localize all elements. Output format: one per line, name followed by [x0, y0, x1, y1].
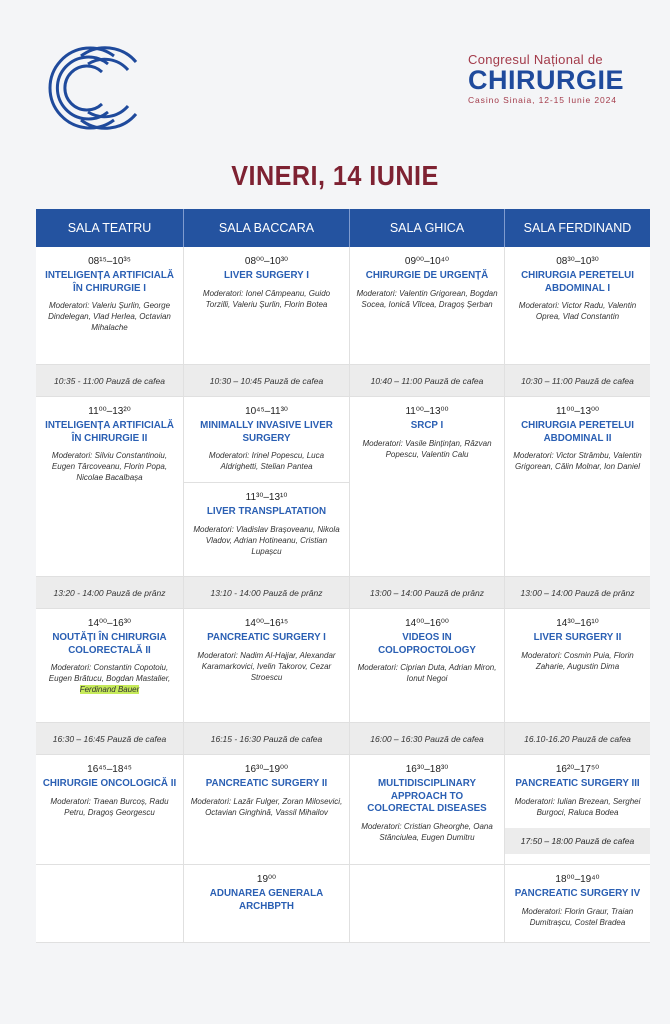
- session-time: 18⁰⁰–19⁴⁰: [555, 874, 600, 885]
- break-row: [36, 365, 650, 397]
- session-cell: [184, 865, 350, 942]
- moderators-text: Moderatori: Constantin Copotoiu, Eugen Brătucu, Bogdan Mastalier,: [48, 663, 171, 683]
- session-moderators: Moderatori: Vladislav Brașoveanu, Nikola Vladov, Adrian Hotineanu, Cristian Lupașcu: [193, 524, 340, 556]
- session-title: NOUTĂȚI ÎN CHIRURGIA COLORECTALĂ II: [52, 632, 167, 656]
- session-time: 11⁰⁰–13⁰⁰: [405, 406, 449, 417]
- break-cell: 13:20 - 14:00 Pauză de prânz: [36, 577, 184, 608]
- brand-main: CHIRURGIE: [468, 65, 625, 95]
- column-header: SALA BACCARA: [184, 209, 350, 247]
- session-moderators: [36, 662, 183, 695]
- break-cell: 16:00 – 16:30 Pauză de cafea: [350, 723, 505, 754]
- session-moderators: Moderatori: Irinel Popescu, Luca Aldrighetti, Stelian Pantea: [208, 451, 325, 471]
- break-row: [36, 577, 650, 609]
- session-time: 19⁰⁰: [256, 874, 277, 885]
- congress-brand: [468, 52, 648, 105]
- session-cell: [184, 397, 350, 576]
- session-time: 08¹⁵–10³⁵: [88, 256, 131, 267]
- session-moderators: Moderatori: Traean Burcoș, Radu Petru, Dragoș Georgescu: [50, 796, 169, 817]
- session-title: SRCP I: [410, 420, 444, 431]
- session-time: 11³⁰–13¹⁰: [245, 492, 288, 503]
- session-moderators: Moderatori: Valeriu Șurlin, George Dindelegan, Vlad Herlea, Octavian Mihalache: [48, 301, 171, 332]
- session-cell: [350, 755, 505, 864]
- session-cell: [184, 247, 350, 364]
- session-time: 14⁰⁰–16³⁰: [87, 618, 132, 629]
- session-time: 16³⁰–19⁰⁰: [244, 764, 289, 775]
- session-title: INTELIGENȚA ARTIFICIALĂ ÎN CHIRURGIE I: [45, 270, 174, 294]
- session-cell: [505, 247, 650, 364]
- session-cell: [36, 609, 184, 722]
- session-time: 16²⁰–17⁵⁰: [555, 764, 600, 775]
- session-time: 16⁴⁵–18⁴⁵: [87, 764, 132, 775]
- session-moderators: Moderatori: Nadim Al-Hajjar, Alexandar Karamarkovici, Ivelin Takorov, Cezar Stroescu: [197, 650, 336, 682]
- session-moderators: Moderatori: Lazăr Fulger, Zoran Milosevici, Octavian Ginghină, Vassil Mihailov: [190, 796, 343, 817]
- session-moderators: Moderatori: Vasile Bințințan, Răzvan Popescu, Valentin Calu: [362, 438, 492, 459]
- session-moderators: Moderatori: Valentin Grigorean, Bogdan Socea, Ionică Vîlcea, Dragoș Șerban: [356, 288, 498, 309]
- schedule-row: [36, 397, 650, 577]
- session-title: MULTIDISCIPLINARY APPROACH TO COLORECTAL DISEASES: [367, 778, 487, 814]
- session-moderators: Moderatori: Victor Strâmbu, Valentin Grigorean, Călin Molnar, Ion Daniel: [513, 451, 642, 471]
- session-title: PANCREATIC SURGERY I: [207, 632, 326, 643]
- sub-session: [184, 482, 349, 557]
- column-header: SALA FERDINAND: [523, 221, 632, 235]
- schedule-row: [36, 609, 650, 723]
- session-moderators: Moderatori: Iulian Brezean, Serghei Burgoci, Raluca Bodea: [514, 796, 641, 817]
- session-title: INTELIGENȚA ARTIFICIALĂ ÎN CHIRURGIE II: [45, 420, 174, 444]
- break-cell: 10:30 – 11:00 Pauză de cafea: [521, 375, 634, 386]
- session-title: LIVER SURGERY I: [224, 270, 309, 281]
- session-cell: [36, 247, 184, 364]
- session-cell: [350, 609, 505, 722]
- session-cell: [36, 755, 184, 864]
- break-cell: 16:15 - 16:30 Pauză de cafea: [184, 723, 350, 754]
- break-cell: 10:35 - 11:00 Pauză de cafea: [36, 365, 184, 396]
- session-title: LIVER TRANSPLATATION: [206, 506, 327, 517]
- highlighted-moderator: Ferdinand Bauer: [79, 685, 140, 694]
- grid-header: [36, 209, 650, 247]
- session-time: 08⁰⁰–10³⁰: [244, 256, 289, 267]
- schedule-grid: [36, 209, 650, 943]
- session-time: 11⁰⁰–13²⁰: [88, 406, 131, 417]
- cc-logo: [36, 42, 146, 134]
- session-time: 14⁰⁰–16¹⁵: [244, 618, 289, 629]
- session-title: LIVER SURGERY II: [533, 632, 622, 643]
- schedule-row: [36, 865, 650, 943]
- session-moderators: Moderatori: Cosmin Puia, Florin Zaharie, Augustin Dima: [521, 650, 634, 671]
- schedule-row: [36, 755, 650, 865]
- session-time: 14⁰⁰–16⁰⁰: [405, 618, 449, 629]
- session-cell: [505, 755, 650, 864]
- session-title: VIDEOS IN COLOPROCTOLOGY: [378, 632, 476, 656]
- session-title: ADUNAREA GENERALA ARCHBPTH: [209, 888, 324, 912]
- break-cell: 13:10 - 14:00 Pauză de prânz: [184, 577, 350, 608]
- break-cell: 13:00 – 14:00 Pauză de prânz: [350, 577, 505, 608]
- session-cell: [184, 755, 350, 864]
- session-time: 09⁰⁰–10⁴⁰: [404, 256, 450, 267]
- session-title: CHIRURGIA PERETELUI ABDOMINAL II: [521, 420, 634, 444]
- day-title: VINERI, 14 IUNIE: [231, 160, 439, 191]
- break-row: [36, 723, 650, 755]
- break-cell: 10:30 – 10:45 Pauză de cafea: [184, 365, 350, 396]
- session-time: 16³⁰–18³⁰: [405, 764, 449, 775]
- session-time: 14³⁰–16¹⁰: [556, 618, 599, 629]
- column-header: SALA TEATRU: [36, 209, 184, 247]
- session-moderators: Moderatori: Cristian Gheorghe, Oana Stănciulea, Eugen Dumitru: [361, 821, 493, 842]
- session-cell: [350, 247, 505, 364]
- empty-cell: [350, 865, 505, 942]
- session-cell: [505, 609, 650, 722]
- session-moderators: Moderatori: Victor Radu, Valentin Oprea, Vlad Constantin: [518, 301, 637, 321]
- session-time: 10⁴⁵–11³⁰: [245, 406, 288, 417]
- session-moderators: Moderatori: Ciprian Duta, Adrian Miron, Ionut Negoi: [357, 663, 497, 683]
- empty-cell: [36, 865, 184, 942]
- session-time: 08³⁰–10³⁰: [556, 256, 599, 267]
- session-title: CHIRURGIE DE URGENȚĂ: [365, 270, 489, 281]
- session-cell: [350, 397, 505, 576]
- session-moderators: Moderatori: Florin Graur, Traian Dumitrașcu, Costel Bradea: [521, 906, 634, 927]
- break-cell: 13:00 – 14:00 Pauză de prânz: [520, 587, 635, 598]
- session-time: 11⁰⁰–13⁰⁰: [555, 406, 600, 417]
- session-title: PANCREATIC SURGERY II: [205, 778, 328, 789]
- session-cell: [505, 865, 650, 942]
- break-cell: 17:50 – 18:00 Pauză de cafea: [505, 828, 650, 854]
- session-moderators: Moderatori: Silviu Constantinoiu, Eugen Târcoveanu, Florin Popa, Nicolae Bacalbașa: [51, 451, 168, 482]
- break-cell: 16.10-16.20 Pauză de cafea: [524, 733, 631, 744]
- session-title: CHIRURGIE ONCOLOGICĂ II: [42, 778, 177, 789]
- session-cell: [184, 609, 350, 722]
- session-title: PANCREATIC SURGERY IV: [514, 888, 641, 899]
- session-cell: [36, 397, 184, 576]
- break-cell: 10:40 – 11:00 Pauză de cafea: [350, 365, 505, 396]
- break-cell: 16:30 – 16:45 Pauză de cafea: [36, 723, 184, 754]
- session-title: MINIMALLY INVASIVE LIVER SURGERY: [200, 420, 333, 444]
- brand-sub: Casino Sinaia, 12-15 Iunie 2024: [468, 95, 617, 105]
- session-cell: [505, 397, 650, 576]
- brand-top: Congresul Național de: [468, 52, 603, 67]
- schedule-row: [36, 247, 650, 365]
- session-moderators: Moderatori: Ionel Câmpeanu, Guido Torzilli, Valeriu Șurlin, Florin Botea: [202, 288, 331, 309]
- session-title: CHIRURGIA PERETELUI ABDOMINAL I: [521, 270, 634, 294]
- column-header: SALA GHICA: [350, 209, 505, 247]
- session-title: PANCREATIC SURGERY III: [515, 778, 640, 789]
